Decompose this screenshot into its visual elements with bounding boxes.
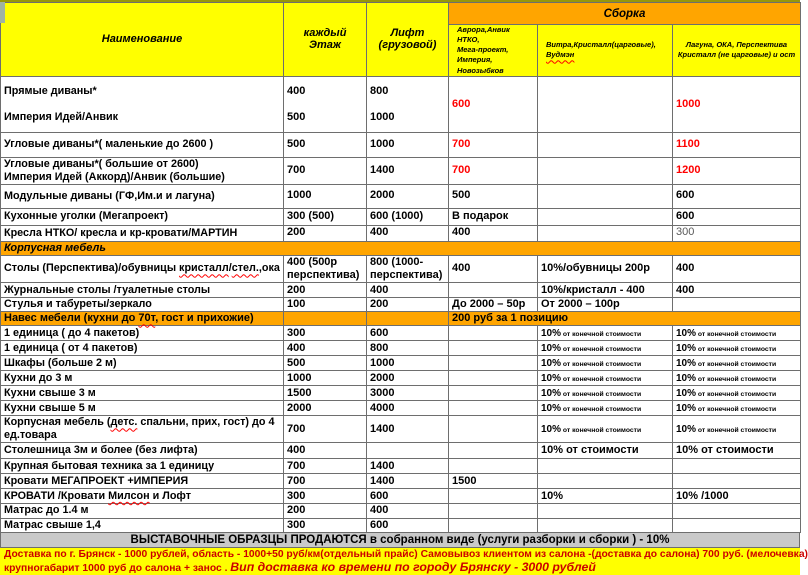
footer-line2 <box>4 561 796 575</box>
cell-assembly-3: 300 <box>673 225 801 241</box>
cell-lift: 2000 <box>367 371 449 386</box>
cell-assembly-3 <box>673 518 801 532</box>
table-row <box>1 255 801 282</box>
table-row <box>1 184 801 208</box>
cell-assembly-2: 10% от конечной стоимости <box>538 341 673 356</box>
cell-assembly-2: 10% <box>538 489 673 504</box>
section-note: 200 руб за 1 позицию <box>449 312 801 326</box>
cell-floor: 200 <box>284 283 367 298</box>
corner-artifact <box>0 2 5 23</box>
cell-floor: 700 <box>284 157 367 184</box>
cell-floor: 1000 <box>284 184 367 208</box>
col-header-assembly-2: Витра,Кристалл(царговые), Вудмэн <box>538 25 673 77</box>
cell-floor: 400 <box>284 443 367 459</box>
cell-floor: 200 <box>284 504 367 518</box>
footer-line1: Доставка по г. Брянск - 1000 рублей, область - 1000+50 руб/км(отдельный прайс) Самовывоз клиентом из салона -(доставка до салона) 700 руб. (мелочевка) <box>4 548 808 560</box>
table-row <box>1 504 801 518</box>
cell-floor: 300 <box>284 518 367 532</box>
cell-assembly-3: 10% от конечной стоимости <box>673 341 801 356</box>
cell-assembly-2: 10% от конечной стоимости <box>538 401 673 416</box>
cell-assembly-1: 400 <box>449 225 538 241</box>
cell-assembly-3 <box>673 474 801 489</box>
cell-floor: 200 <box>284 225 367 241</box>
cell-assembly-3: 400 <box>673 255 801 282</box>
cell-assembly-2 <box>538 208 673 225</box>
table-row <box>1 459 801 474</box>
cell-assembly-1: 700 <box>449 132 538 157</box>
cell-assembly-2: 10% от конечной стоимости <box>538 356 673 371</box>
header-row-top <box>1 3 801 25</box>
cell-assembly-1: В подарок <box>449 208 538 225</box>
cell-assembly-1 <box>449 356 538 371</box>
col-header-assembly-3: Лагуна, ОКА, Перспектива Кристалл (не царговые) и ост <box>673 25 801 77</box>
cell-assembly-3: 10% от стоимости <box>673 443 801 459</box>
section-row <box>1 241 801 255</box>
cell-assembly-1 <box>449 518 538 532</box>
cell-lift: 3000 <box>367 386 449 401</box>
footer-note <box>0 548 808 575</box>
cell-lift: 1000 <box>367 132 449 157</box>
cell-floor: 100 <box>284 298 367 312</box>
cell-assembly-2: 10% от конечной стоимости <box>538 326 673 341</box>
cell-assembly-3 <box>673 298 801 312</box>
cell-assembly-1 <box>449 326 538 341</box>
table-row <box>1 489 801 504</box>
cell-lift: 800 <box>367 341 449 356</box>
cell-assembly-3: 10% от конечной стоимости <box>673 326 801 341</box>
cell-assembly-3: 1000 <box>673 76 801 132</box>
table-row <box>1 326 801 341</box>
table-row <box>1 76 801 132</box>
cell-name: Корпусная мебель (детс. спальни, прих, гост) до 4 ед.товара <box>1 416 284 443</box>
cell-lift: 400 <box>367 283 449 298</box>
cell-lift: 1400 <box>367 474 449 489</box>
cell-name: Кровати МЕГАПРОЕКТ +ИМПЕРИЯ <box>1 474 284 489</box>
cell-assembly-1 <box>449 443 538 459</box>
cell-name: Столы (Перспектива)/обувницы кристалл/стел.,ока <box>1 255 284 282</box>
cell-name: Столешница 3м и более (без лифта) <box>1 443 284 459</box>
cell-name: Кресла НТКО/ кресла и кр-кровати/МАРТИН <box>1 225 284 241</box>
col-header-assembly-group: Сборка <box>449 3 801 25</box>
table-row <box>1 132 801 157</box>
cell-assembly-3 <box>673 459 801 474</box>
table-row <box>1 371 801 386</box>
table-header <box>1 3 801 77</box>
cell-lift: 2000 <box>367 184 449 208</box>
cell-assembly-1 <box>449 386 538 401</box>
cell-assembly-3: 10% от конечной стоимости <box>673 356 801 371</box>
table-row <box>1 518 801 532</box>
cell-name: Матрас свыше 1,4 <box>1 518 284 532</box>
table-row <box>1 443 801 459</box>
cell-assembly-1 <box>449 283 538 298</box>
footer-vip-note: Вип доставка ко времени по городу Брянску - 3000 рублей <box>230 559 596 574</box>
cell-lift: 400 <box>367 504 449 518</box>
cell-floor: 2000 <box>284 401 367 416</box>
cell-name: Модульные диваны (ГФ,Им.и и лагуна) <box>1 184 284 208</box>
cell-assembly-3: 1100 <box>673 132 801 157</box>
cell-assembly-3: 10% от конечной стоимости <box>673 416 801 443</box>
cell-lift: 600 (1000) <box>367 208 449 225</box>
cell-name: Стулья и табуреты/зеркало <box>1 298 284 312</box>
cell-name: 1 единица ( до 4 пакетов) <box>1 326 284 341</box>
cell-floor: 1000 <box>284 371 367 386</box>
table-row <box>1 157 801 184</box>
cell-assembly-2 <box>538 504 673 518</box>
table-body <box>1 76 801 532</box>
cell-lift: 1400 <box>367 157 449 184</box>
cell-assembly-2: 10%/обувницы 200р <box>538 255 673 282</box>
section-empty-cell <box>284 312 367 326</box>
cell-assembly-1 <box>449 371 538 386</box>
table-row <box>1 401 801 416</box>
cell-lift: 400 <box>367 225 449 241</box>
cell-name: Журнальные столы /туалетные столы <box>1 283 284 298</box>
cell-name: Кухни свыше 5 м <box>1 401 284 416</box>
section-row <box>1 312 801 326</box>
cell-assembly-3: 600 <box>673 184 801 208</box>
cell-assembly-1 <box>449 504 538 518</box>
cell-lift: 1400 <box>367 416 449 443</box>
cell-floor: 700 <box>284 416 367 443</box>
cell-assembly-2 <box>538 459 673 474</box>
cell-assembly-2: 10%/кристалл - 400 <box>538 283 673 298</box>
cell-floor: 400 500 <box>284 76 367 132</box>
cell-assembly-3 <box>673 504 801 518</box>
cell-floor: 300 (500) <box>284 208 367 225</box>
cell-name: Кухни до 3 м <box>1 371 284 386</box>
cell-assembly-2 <box>538 184 673 208</box>
section-empty-cell <box>367 312 449 326</box>
cell-name: Угловые диваны*( большие от 2600) Империя Идей (Аккорд)/Анвик (большие) <box>1 157 284 184</box>
col-header-floor: каждый Этаж <box>284 3 367 77</box>
cell-floor: 300 <box>284 489 367 504</box>
section-label: Навес мебели (кухни до 70т, гост и прихожие) <box>1 312 284 326</box>
cell-floor: 400 (500р перспектива) <box>284 255 367 282</box>
cell-assembly-3: 10% /1000 <box>673 489 801 504</box>
table-row <box>1 386 801 401</box>
cell-assembly-1 <box>449 401 538 416</box>
cell-lift <box>367 443 449 459</box>
cell-floor: 500 <box>284 132 367 157</box>
cell-name: 1 единица ( от 4 пакетов) <box>1 341 284 356</box>
cell-lift: 200 <box>367 298 449 312</box>
cell-assembly-3: 10% от конечной стоимости <box>673 401 801 416</box>
cell-name: КРОВАТИ /Кровати Милсон и Лофт <box>1 489 284 504</box>
table-row <box>1 208 801 225</box>
cell-floor: 700 <box>284 474 367 489</box>
col-header-assembly-1: Аврора,Анвик НТКО, Мега-проект, Империя, Новозыбков <box>449 25 538 77</box>
cell-assembly-2 <box>538 132 673 157</box>
cell-name: Угловые диваны*( маленькие до 2600 ) <box>1 132 284 157</box>
price-table <box>0 2 801 533</box>
cell-assembly-1: 400 <box>449 255 538 282</box>
cell-assembly-2 <box>538 474 673 489</box>
table-row <box>1 283 801 298</box>
col-header-name: Наименование <box>1 3 284 77</box>
table-row <box>1 416 801 443</box>
cell-assembly-2 <box>538 518 673 532</box>
cell-name: Кухонные уголки (Мегапроект) <box>1 208 284 225</box>
cell-floor: 400 <box>284 341 367 356</box>
cell-name: Прямые диваны* Империя Идей/Анвик <box>1 76 284 132</box>
cell-assembly-3: 1200 <box>673 157 801 184</box>
cell-floor: 1500 <box>284 386 367 401</box>
cell-assembly-2 <box>538 157 673 184</box>
cell-floor: 500 <box>284 356 367 371</box>
section-label: Корпусная мебель <box>1 241 801 255</box>
cell-assembly-1 <box>449 341 538 356</box>
cell-floor: 300 <box>284 326 367 341</box>
cell-assembly-1: 1500 <box>449 474 538 489</box>
cell-name: Крупная бытовая техника за 1 единицу <box>1 459 284 474</box>
cell-lift: 1400 <box>367 459 449 474</box>
cell-assembly-2: 10% от конечной стоимости <box>538 371 673 386</box>
cell-assembly-1 <box>449 459 538 474</box>
footer-line2-text: крупногабарит 1000 руб до салона + занос . <box>4 562 231 574</box>
cell-assembly-2: 10% от конечной стоимости <box>538 386 673 401</box>
cell-assembly-2 <box>538 76 673 132</box>
cell-lift: 800 1000 <box>367 76 449 132</box>
cell-lift: 1000 <box>367 356 449 371</box>
exhibition-note-bar: ВЫСТАВОЧНЫЕ ОБРАЗЦЫ ПРОДАЮТСЯ в собранном виде (услуги разборки и сборки ) - 10% <box>0 533 800 548</box>
cell-assembly-1: До 2000 – 50р <box>449 298 538 312</box>
col-header-lift: Лифт (грузовой) <box>367 3 449 77</box>
cell-assembly-1 <box>449 416 538 443</box>
table-row <box>1 474 801 489</box>
cell-assembly-2: От 2000 – 100р <box>538 298 673 312</box>
table-row <box>1 225 801 241</box>
cell-assembly-1 <box>449 489 538 504</box>
table-row <box>1 356 801 371</box>
cell-assembly-3: 10% от конечной стоимости <box>673 386 801 401</box>
cell-assembly-2: 10% от стоимости <box>538 443 673 459</box>
table-row <box>1 298 801 312</box>
cell-assembly-1: 500 <box>449 184 538 208</box>
cell-lift: 600 <box>367 489 449 504</box>
cell-name: Кухни свыше 3 м <box>1 386 284 401</box>
cell-floor: 700 <box>284 459 367 474</box>
cell-lift: 600 <box>367 518 449 532</box>
cell-lift: 4000 <box>367 401 449 416</box>
cell-lift: 800 (1000- перспектива) <box>367 255 449 282</box>
cell-lift: 600 <box>367 326 449 341</box>
cell-assembly-1: 700 <box>449 157 538 184</box>
cell-name: Матрас до 1.4 м <box>1 504 284 518</box>
cell-assembly-3: 400 <box>673 283 801 298</box>
cell-assembly-3: 10% от конечной стоимости <box>673 371 801 386</box>
cell-name: Шкафы (больше 2 м) <box>1 356 284 371</box>
cell-assembly-3: 600 <box>673 208 801 225</box>
table-row <box>1 341 801 356</box>
cell-assembly-1: 600 <box>449 76 538 132</box>
cell-assembly-2: 10% от конечной стоимости <box>538 416 673 443</box>
cell-assembly-2 <box>538 225 673 241</box>
